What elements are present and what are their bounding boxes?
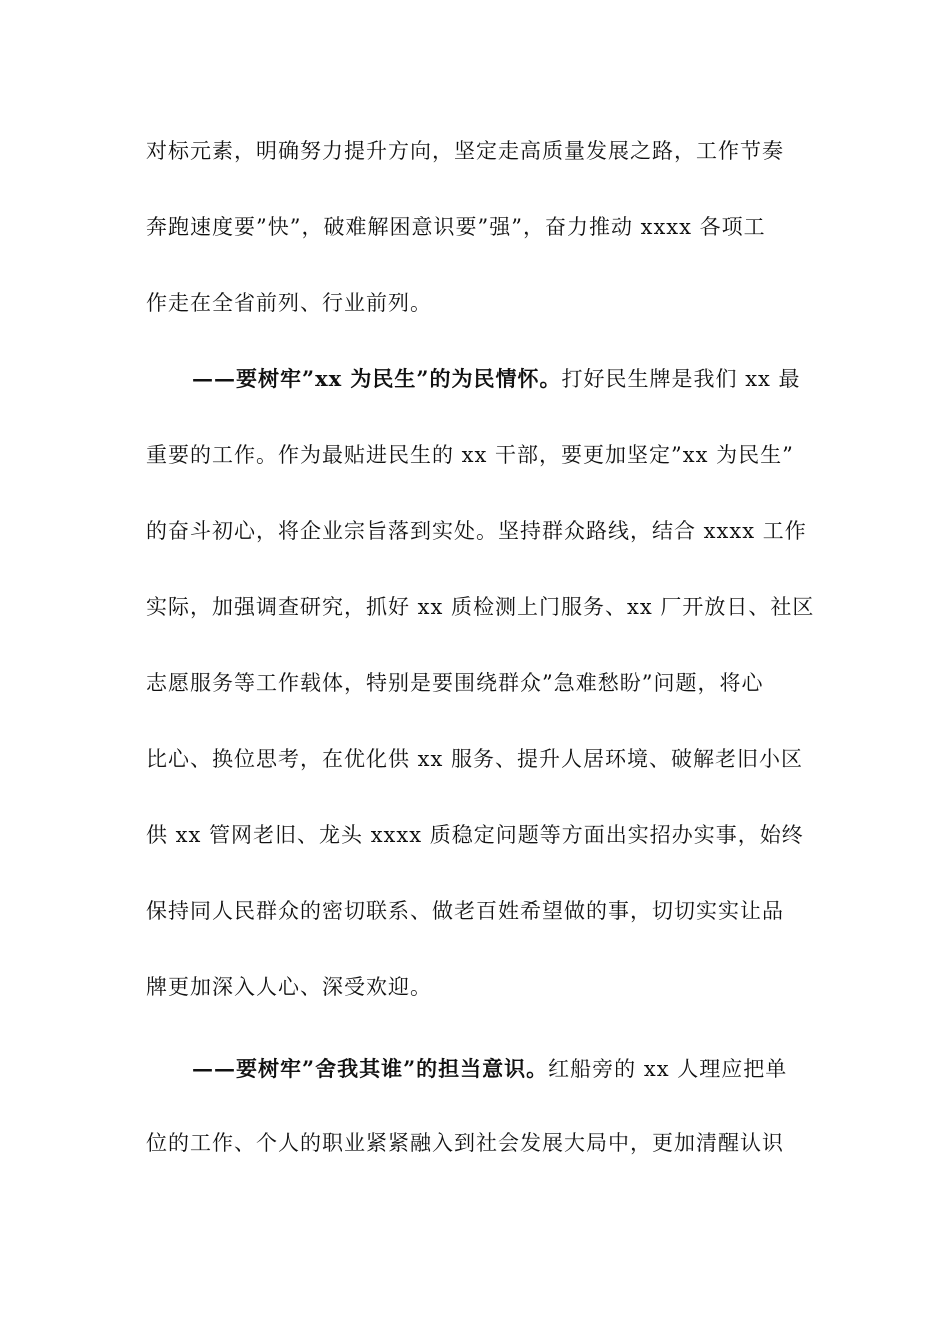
- body-line: 志愿服务等工作载体，特别是要围绕群众”急难愁盼”问题，将心: [146, 671, 764, 695]
- section-heading: ——要树牢”xx 为民生”的为民情怀。: [192, 366, 562, 391]
- body-line: 的奋斗初心，将企业宗旨落到实处。坚持群众路线，结合 xxxx 工作: [146, 519, 807, 543]
- body-line: 作走在全省前列、行业前列。: [146, 291, 432, 315]
- section-paragraph-start: [192, 364, 816, 394]
- body-text: 打好民生牌是我们 xx 最: [561, 367, 801, 391]
- body-line: 牌更加深入人心、深受欢迎。: [146, 975, 432, 999]
- section-paragraph-start: [192, 1054, 816, 1084]
- body-line: 比心、换位思考，在优化供 xx 服务、提升人居环境、破解老旧小区: [146, 747, 804, 771]
- body-line: 保持同人民群众的密切联系、做老百姓希望做的事，切切实实让品: [146, 899, 784, 923]
- body-line: 实际，加强调查研究，抓好 xx 质检测上门服务、xx 厂开放日、社区: [146, 595, 815, 619]
- body-line: 供 xx 管网老旧、龙头 xxxx 质稳定问题等方面出实招办实事，始终: [146, 823, 804, 847]
- body-text: 红船旁的 xx 人理应把单: [548, 1057, 788, 1081]
- body-line: 重要的工作。作为最贴进民生的 xx 干部，要更加坚定”xx 为民生”: [146, 443, 794, 467]
- section-heading: ——要树牢”舍我其谁”的担当意识。: [192, 1056, 549, 1081]
- body-line: 奔跑速度要”快”，破难解困意识要”强”，奋力推动 xxxx 各项工: [146, 215, 766, 239]
- body-line: 对标元素，明确努力提升方向，坚定走高质量发展之路，工作节奏: [146, 139, 784, 163]
- body-line: 位的工作、个人的职业紧紧融入到社会发展大局中，更加清醒认识: [146, 1131, 784, 1155]
